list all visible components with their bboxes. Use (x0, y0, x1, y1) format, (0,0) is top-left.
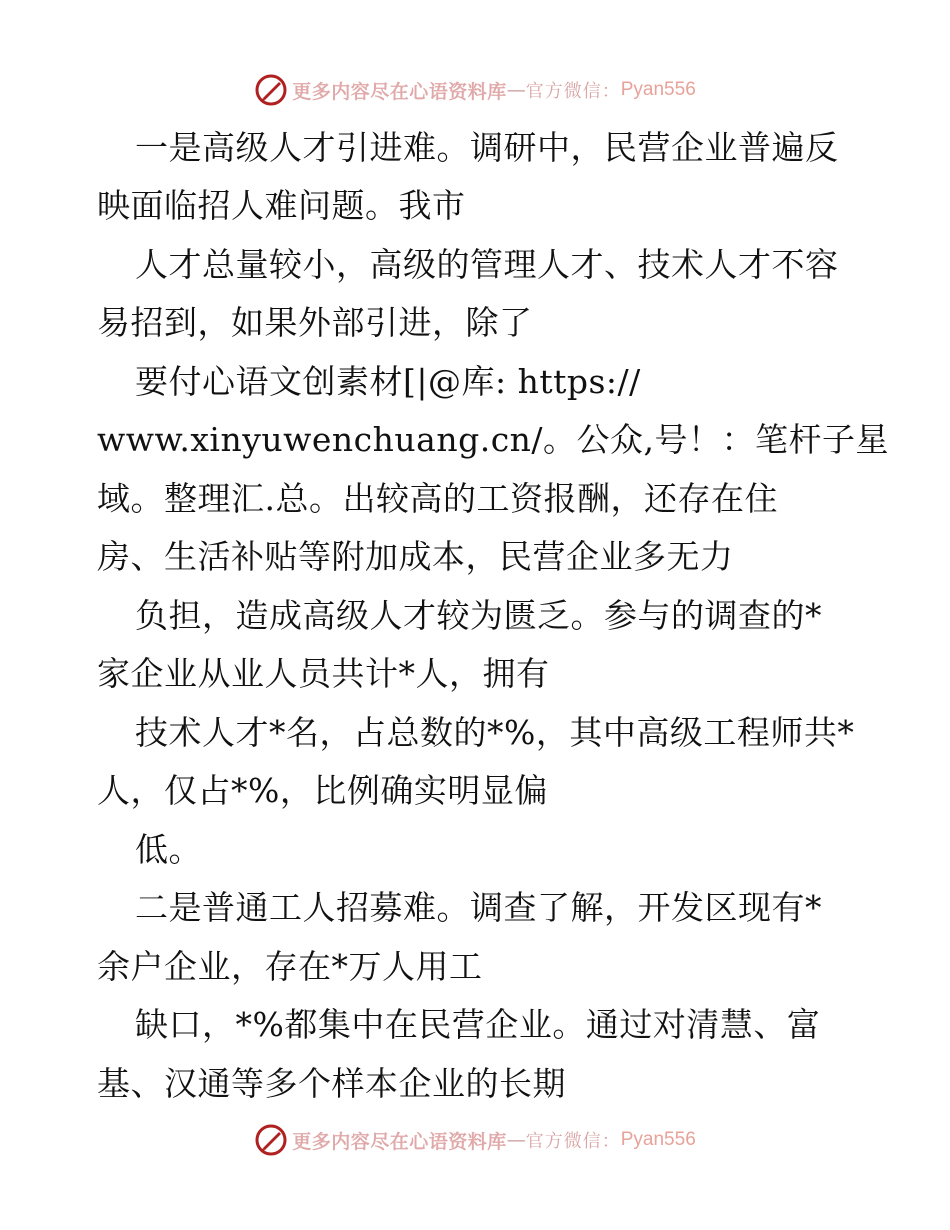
body-line: 房、生活补贴等附加成本，民营企业多无力 (97, 537, 734, 576)
footer-watermark (0, 1120, 950, 1160)
body-line: 负担，造成高级人才较为匮乏。参与的调查的* (135, 596, 822, 635)
body-line: www.xinyuwenchuang.cn/。公众,号！：笔杆子星 (97, 420, 890, 459)
body-line: 低。 (135, 830, 202, 869)
body-line: 二是普通工人招募难。调查了解，开发区现有* (135, 888, 822, 927)
body-line: 技术人才*名，占总数的*%，其中高级工程师共* (135, 713, 855, 752)
watermark-wechat-id: Pyan556 (620, 79, 696, 100)
watermark-wechat-label: 官方微信： (525, 81, 621, 102)
header-watermark (0, 70, 950, 110)
watermark-text: 更多内容尽在心语资料库 (292, 1130, 507, 1153)
pen-logo-icon (254, 73, 288, 107)
body-line: 人才总量较小，高级的管理人才、技术人才不容 (135, 245, 839, 284)
body-line: 家企业从业人员共计*人，拥有 (97, 654, 550, 693)
watermark-dash: — (506, 1129, 526, 1151)
pen-logo-icon (254, 1123, 288, 1157)
body-line: 一是高级人才引进难。调研中，民营企业普遍反 (135, 128, 839, 167)
body-line: 余户企业，存在*万人用工 (97, 947, 483, 986)
body-line: 要付心语文创素材[|@库: https:// (135, 362, 641, 401)
watermark-dash: — (506, 79, 526, 101)
watermark-text: 更多内容尽在心语资料库 (292, 80, 507, 103)
body-line: 人，仅占*%，比例确实明显偏 (97, 771, 548, 810)
watermark-wechat-label: 官方微信： (525, 1131, 621, 1152)
body-line: 映面临招人难问题。我市 (97, 186, 466, 225)
body-line: 缺口，*%都集中在民营企业。通过对清慧、富 (135, 1005, 821, 1044)
body-line: 易招到，如果外部引进，除了 (97, 303, 533, 342)
body-line: 基、汉通等多个样本企业的长期 (97, 1064, 566, 1103)
watermark-wechat-id: Pyan556 (620, 1129, 696, 1150)
body-line: 域。整理汇.总。出较高的工资报酬，还存在住 (97, 479, 778, 518)
